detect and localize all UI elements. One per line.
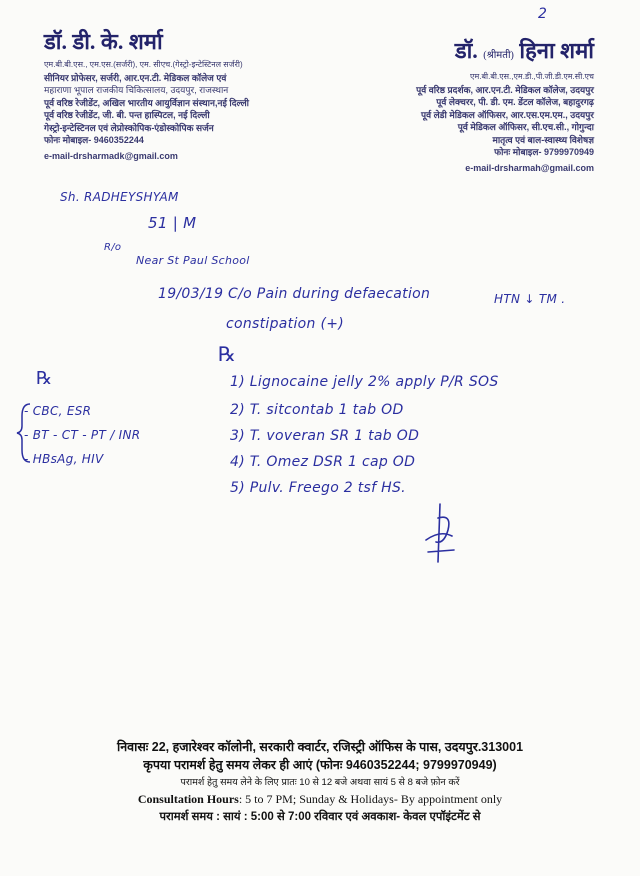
right-doctor-line: पूर्व मेडिकल ऑफिसर, सी.एच.सी., गोगुन्दा <box>457 122 594 132</box>
complaint-line: 19/03/19 C/o Pain during defaecation <box>158 286 431 302</box>
investigation-list <box>24 404 174 468</box>
left-doctor-phone: फोनः मोबाइल- 9460352244 <box>44 135 144 145</box>
left-doctor-email: e-mail-drsharmadk@gmail.com <box>44 150 178 161</box>
rx-symbol: ℞ <box>218 342 237 366</box>
footer-timing-hindi: परामर्श हेतु समय लेने के लिए प्रातः 10 से 12 बजे अथवा सायं 5 से 8 बजे फ़ोन करें <box>180 777 460 788</box>
side-note: HTN ↓ TM . <box>494 292 566 306</box>
left-doctor-line: पूर्व वरिष्ठ रेजीडेंट, अखिल भारतीय आयुर्विज्ञान संस्थान,नई दिल्ली <box>44 97 250 108</box>
footer-appointment: कृपया परामर्श हेतु समय लेकर ही आएं (फोनः 9460352244; 9799970949) <box>143 758 497 772</box>
left-doctor-line: सीनियर प्रोफेसर, सर्जरी, आर.एन.टी. मेडिकल कॉलेज एवं <box>44 72 227 83</box>
medicine-item: 2) T. sitcontab 1 tab OD <box>230 402 404 418</box>
left-doctor-line: गेस्ट्रो-इन्टेस्टिनल एवं लेप्रोस्कोपिक-एंडोस्कोपिक सर्जन <box>44 122 214 133</box>
investigation-item: - CBC, ESR <box>24 404 92 418</box>
consultation-label: Consultation Hours <box>137 792 239 806</box>
doctor-signature <box>418 500 464 570</box>
right-doctor-name: हिना शर्मा <box>519 38 594 63</box>
right-doctor-line: मातृत्व एवं बाल-स्वास्थ्य विशेषज्ञ <box>492 134 594 145</box>
right-doctor-phone: फोनः मोबाइल- 9799970949 <box>494 147 594 157</box>
right-doctor-line: पूर्व वरिष्ठ प्रदर्शक, आर.एन.टी. मेडिकल कॉलेज, उदयपुर <box>416 84 594 95</box>
patient-age-sex: 51 | M <box>148 214 197 232</box>
investigation-symbol: ℞ <box>36 368 53 389</box>
medicine-item: 4) T. Omez DSR 1 cap OD <box>230 454 416 470</box>
patient-address-prefix: R/o <box>104 242 122 253</box>
right-doctor-title: (श्रीमती) <box>483 50 514 61</box>
investigation-item: - HBsAg, HIV <box>24 452 104 466</box>
footer-address: निवासः 22, हजारेश्वर कॉलोनी, सरकारी क्वार्टर, रजिस्ट्री ऑफिस के पास, उदयपुर.313001 <box>116 740 524 754</box>
right-doctor-email: e-mail-drsharmah@gmail.com <box>465 162 594 173</box>
right-doctor-prefix: डॉ. <box>454 38 478 63</box>
left-doctor-line: एम.बी.बी.एस., एम.एस.(सर्जरी), एम. सीएच.(गेस्ट्रो-इन्टेस्टिनल सर्जरी) <box>44 60 243 69</box>
patient-name: Sh. RADHEYSHYAM <box>60 190 179 204</box>
footer <box>0 738 640 826</box>
right-doctor-header <box>416 38 594 174</box>
complaint-line-2: constipation (+) <box>226 316 344 332</box>
medicine-item: 1) Lignocaine jelly 2% apply P/R SOS <box>230 374 499 390</box>
left-doctor-name: डॉ. डी. के. शर्मा <box>44 29 163 54</box>
right-doctor-line: एम.बी.बी.एस.,एम.डी.,पी.जी.डी.एम.सी.एच <box>470 72 594 81</box>
medicine-list <box>230 374 499 504</box>
medicine-item: 5) Pulv. Freego 2 tsf HS. <box>230 480 406 496</box>
left-doctor-header <box>44 28 249 162</box>
left-doctor-line: महाराणा भूपाल राजकीय चिकित्सालय, उदयपुर, राजस्थान <box>44 85 229 95</box>
patient-address: Near St Paul School <box>136 254 250 267</box>
investigation-item: - BT - CT - PT / INR <box>24 428 141 442</box>
right-doctor-line: पूर्व लेडी मेडिकल ऑफिसर, आर.एस.एम.एम., उदयपुर <box>420 109 594 120</box>
corner-mark: 2 <box>538 6 548 22</box>
medicine-item: 3) T. voveran SR 1 tab OD <box>230 428 420 444</box>
left-doctor-line: पूर्व वरिष्ठ रेजीडेंट, जी. बी. पन्त हास्पिटल, नई दिल्ली <box>44 110 210 120</box>
consultation-hours: : 5 to 7 PM; Sunday & Holidays- By appointment only <box>238 792 503 806</box>
right-doctor-line: पूर्व लेक्चरर, पी. डी. एम. डेंटल कॉलेज, बहादुरगढ़ <box>436 97 594 107</box>
footer-consult-hindi: परामर्श समय : सायं : 5:00 से 7:00 रविवार एवं अवकाश- केवल एपॉइंटमेंट से <box>159 811 481 823</box>
